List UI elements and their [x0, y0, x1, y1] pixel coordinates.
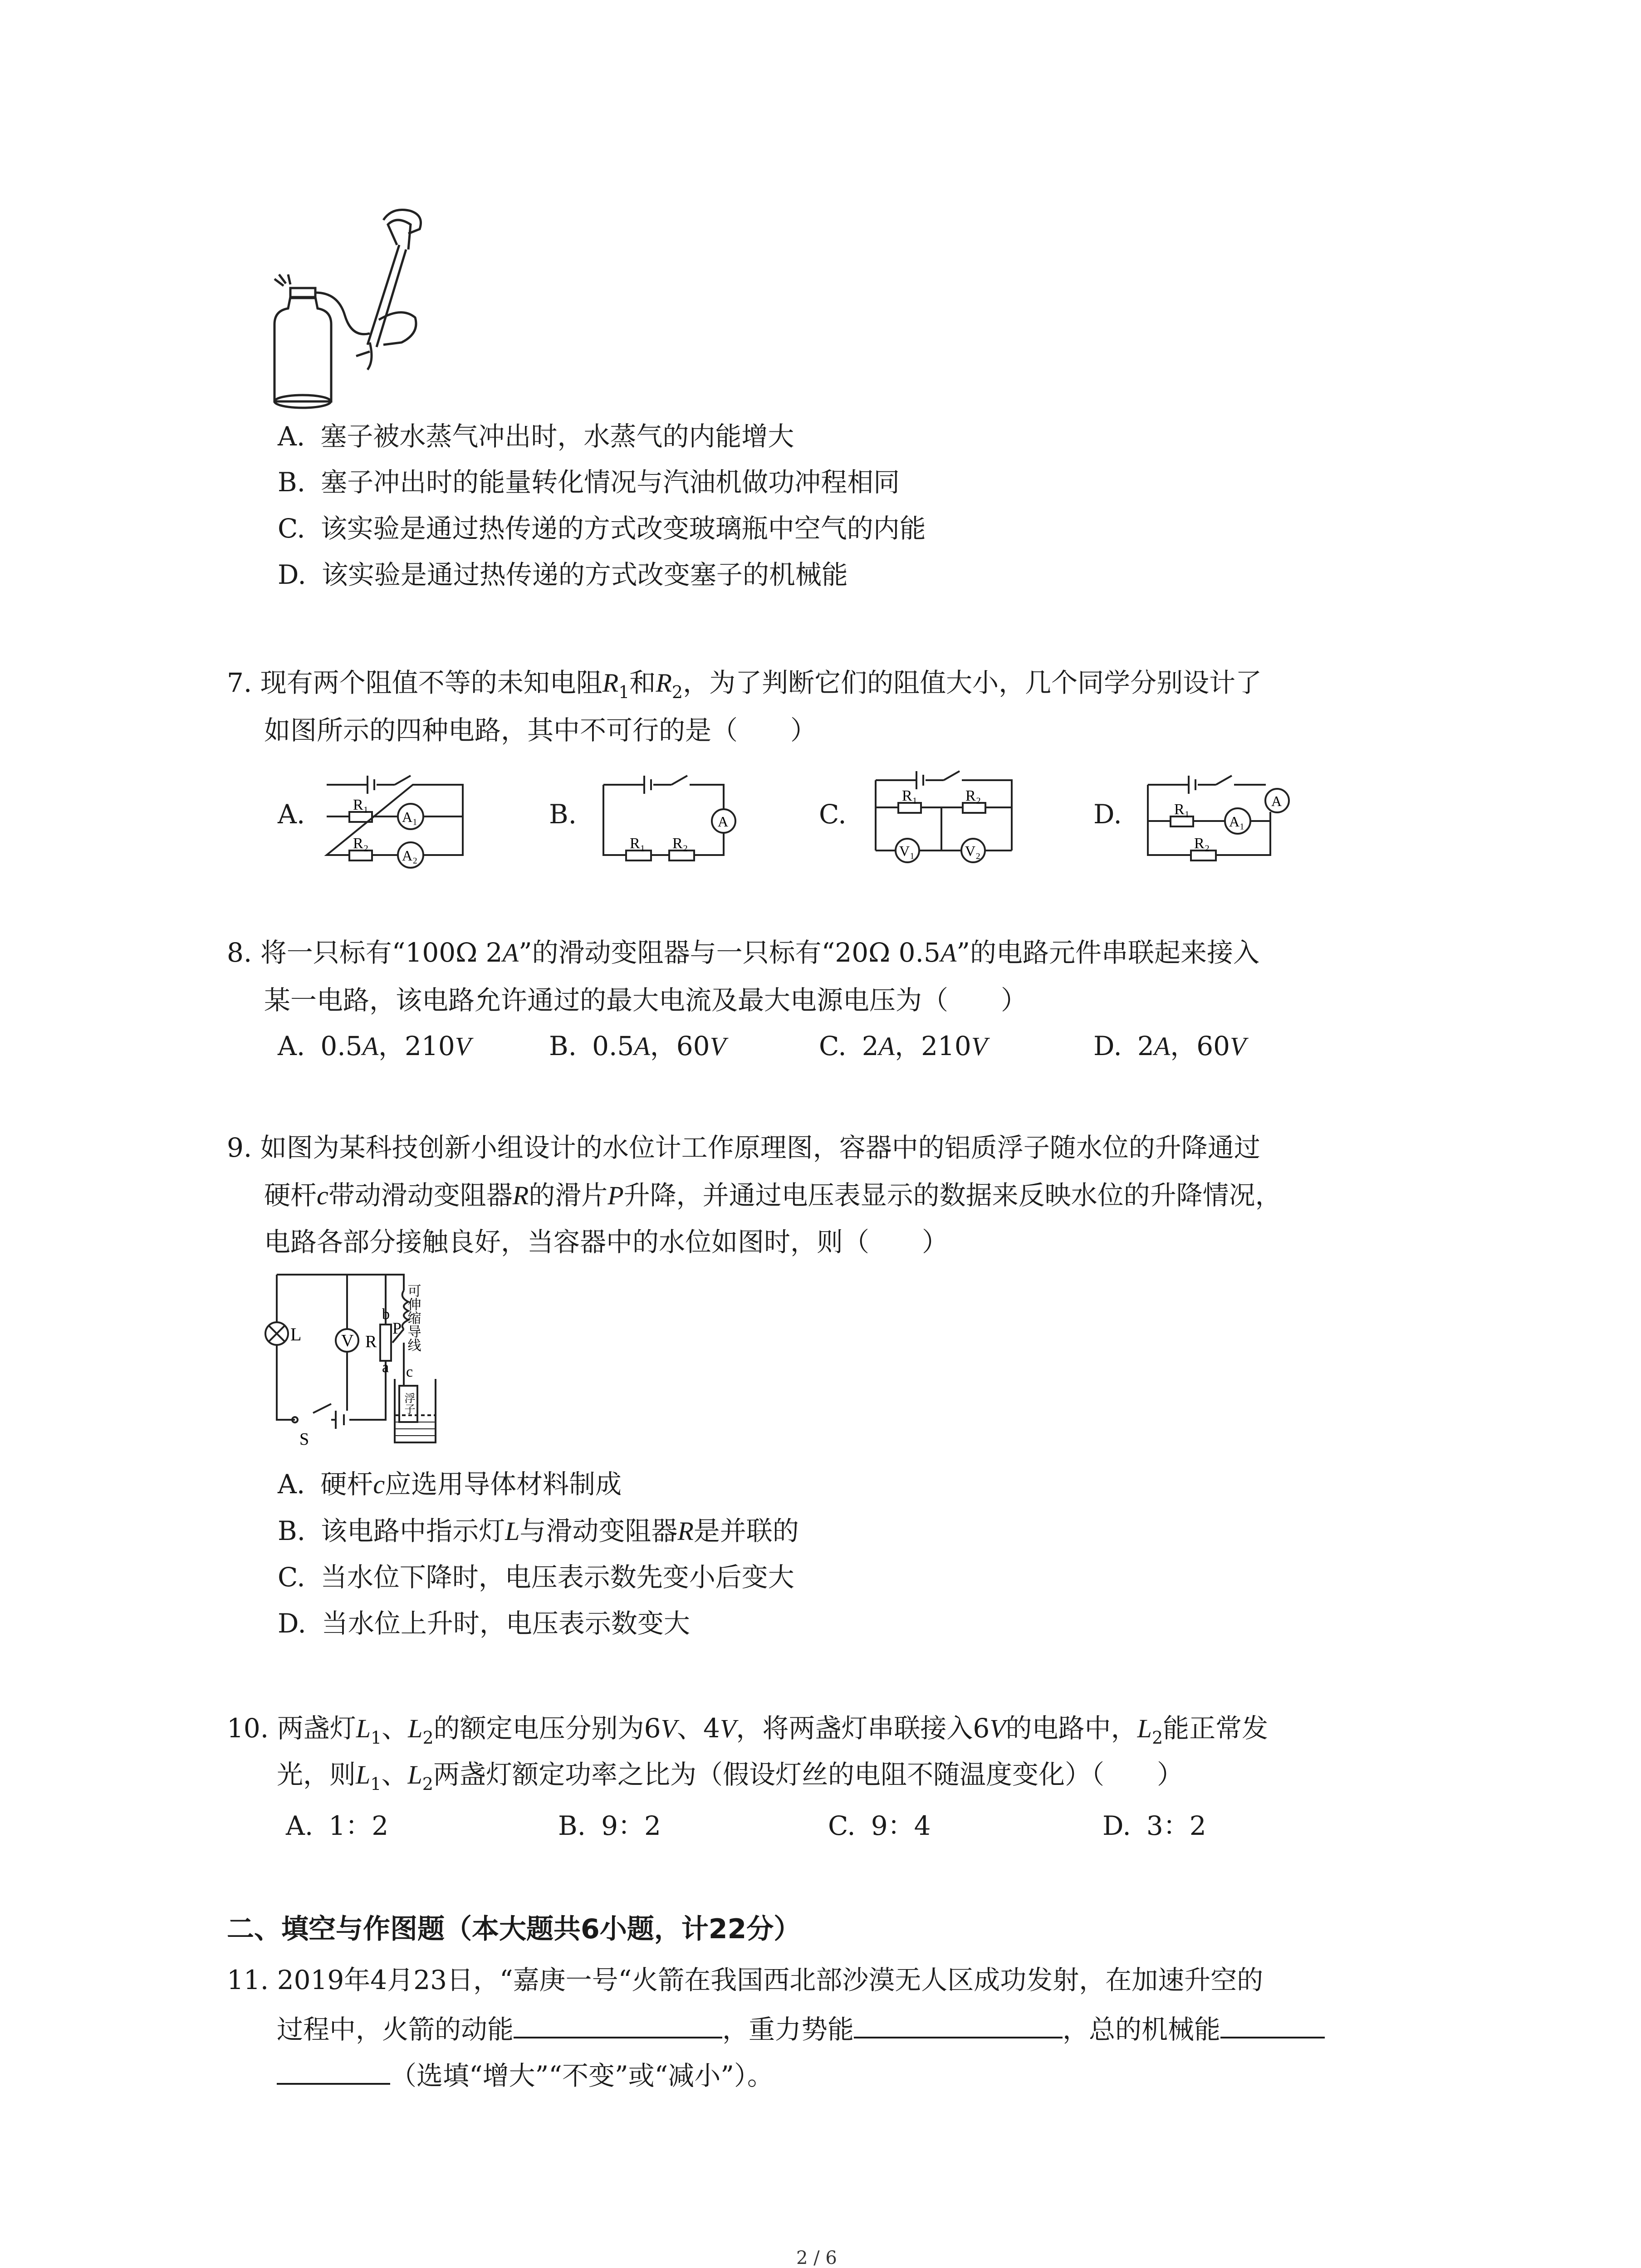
- q11-stem-line1: 11. 2019年4月23日，“嘉庚一号“火箭在我国西北部沙漠无人区成功发射，在加速升空的: [227, 1965, 1264, 1995]
- q7-circuit-c: [867, 762, 1021, 871]
- q7-circuit-b: [594, 767, 749, 871]
- q9-fig-S: S: [299, 1430, 309, 1449]
- q9-option-d[interactable]: D. 当水位上升时，电压表示数变大: [278, 1608, 690, 1639]
- section-2-title: 二、填空与作图题（本大题共6小题，计22分）: [227, 1913, 801, 1945]
- q8-option-b[interactable]: B. 0.5A，60V: [549, 1031, 726, 1061]
- q7-option-d-label[interactable]: D.: [1093, 799, 1122, 830]
- q7c-v2-label: V₂: [965, 843, 981, 859]
- q9-stem-line2: 硬杆c带动滑动变阻器R的滑片P升降，并通过电压表显示的数据来反映水位的升降情况，: [264, 1180, 1282, 1211]
- q7b-r2-label: R₂: [672, 835, 688, 852]
- q9-option-a[interactable]: A. 硬杆c应选用导体材料制成: [278, 1469, 622, 1500]
- q7-circuit-a: [318, 767, 472, 871]
- q9-option-c[interactable]: C. 当水位下降时，电压表示数先变小后变大: [278, 1562, 794, 1593]
- q7-option-a-label[interactable]: A.: [278, 799, 305, 830]
- q10-stem-line2: 光，则$L_1$、$L_2$两盏灯额定功率之比为（假设灯丝的电阻不随温度变化）（ ）: [277, 1759, 1183, 1794]
- q7-circuit-d: [1139, 767, 1302, 871]
- q10-option-d[interactable]: D. 3：2: [1102, 1810, 1206, 1841]
- q10-option-a[interactable]: A. 1：2: [286, 1810, 389, 1841]
- q9-fig-L: L: [290, 1324, 302, 1344]
- q7-option-c-label[interactable]: C.: [819, 799, 847, 830]
- q7-stem-line2: 如图所示的四种电路，其中不可行的是（ ）: [264, 715, 817, 746]
- q7d-a1-label: A₁: [1229, 813, 1245, 830]
- page-number: 2 / 6: [796, 2248, 837, 2268]
- q9-fig-b: b: [382, 1306, 390, 1323]
- q7-option-b-label[interactable]: B.: [549, 799, 577, 830]
- q6-option-b[interactable]: B. 塞子冲出时的能量转化情况与汽油机做功冲程相同: [278, 467, 900, 498]
- q9-fig-V: V: [341, 1331, 354, 1350]
- q6-option-c[interactable]: C. 该实验是通过热传递的方式改变玻璃瓶中空气的内能: [278, 513, 926, 544]
- q7a-a1-label: A₁: [402, 809, 418, 825]
- q8-stem-line2: 某一电路，该电路允许通过的最大电流及最大电源电压为（ ）: [264, 985, 1028, 1016]
- q8-option-c[interactable]: C. 2A，210V: [819, 1031, 988, 1061]
- q11-blank-kinetic[interactable]: [514, 2009, 722, 2038]
- q7d-a-label: A: [1271, 793, 1282, 809]
- q10-option-b[interactable]: B. 9：2: [558, 1810, 661, 1841]
- q6-option-d[interactable]: D. 该实验是通过热传递的方式改变塞子的机械能: [278, 559, 848, 590]
- q11-blank-potential[interactable]: [854, 2009, 1063, 2038]
- q7c-r2-label: R₂: [965, 787, 981, 804]
- q7a-r1-label: R₁: [353, 797, 369, 813]
- q7-stem-line1: 7. 现有两个阻值不等的未知电阻$R_1$和$R_2$，为了判断它们的阻值大小，几个同学分别设计了: [227, 667, 1262, 702]
- q10-option-c[interactable]: C. 9：4: [828, 1810, 931, 1841]
- q9-fig-P: P: [392, 1319, 402, 1337]
- q11-stem-line3: （选填“增大”“不变”或“减小”）。: [277, 2056, 774, 2094]
- q9-fig-wire-label: 可伸缩导线: [405, 1284, 421, 1352]
- q9-stem-line3: 电路各部分接触良好，当容器中的水位如图时，则（ ）: [264, 1227, 949, 1257]
- q9-figure-water-level: [263, 1266, 481, 1461]
- q6-figure-bottle-pump: [265, 206, 433, 415]
- q8-stem-line1: 8. 将一只标有“100Ω 2A”的滑动变阻器与一只标有“20Ω 0.5A”的电路元件串联起来接入: [227, 937, 1259, 968]
- q7c-r1-label: R₁: [902, 787, 918, 804]
- q10-stem-line1: 10. 两盏灯$L_1$、$L_2$的额定电压分别为6V、4V，将两盏灯串联接入6V的电路中，$L_2$能正常发: [227, 1713, 1269, 1748]
- q9-fig-c: c: [406, 1364, 413, 1380]
- q7d-r2-label: R₂: [1194, 835, 1210, 852]
- q9-fig-float-label: 浮子: [402, 1393, 414, 1414]
- q7a-a2-label: A₂: [402, 847, 418, 864]
- q8-option-a[interactable]: A. 0.5A，210V: [278, 1031, 471, 1061]
- q7b-a-label: A: [718, 813, 729, 830]
- q11-blank-mechanical-part1[interactable]: [1220, 2009, 1325, 2038]
- q7b-r1-label: R₁: [630, 835, 646, 852]
- q7a-r2-label: R₂: [353, 835, 369, 852]
- q11-stem-line2: 过程中，火箭的动能 ，重力势能 ，总的机械能: [277, 2009, 1325, 2048]
- q11-blank-mechanical-part2[interactable]: [277, 2056, 390, 2085]
- q8-option-d[interactable]: D. 2A，60V: [1093, 1031, 1246, 1061]
- q7d-r1-label: R₁: [1174, 801, 1190, 818]
- q9-fig-R: R: [365, 1332, 377, 1351]
- q9-stem-line1: 9. 如图为某科技创新小组设计的水位计工作原理图，容器中的铝质浮子随水位的升降通过: [227, 1132, 1260, 1163]
- q9-option-b[interactable]: B. 该电路中指示灯L与滑动变阻器R是并联的: [278, 1515, 799, 1546]
- q9-fig-a: a: [382, 1359, 389, 1376]
- q6-option-a[interactable]: A. 塞子被水蒸气冲出时，水蒸气的内能增大: [278, 421, 794, 452]
- q7c-v1-label: V₁: [899, 843, 915, 859]
